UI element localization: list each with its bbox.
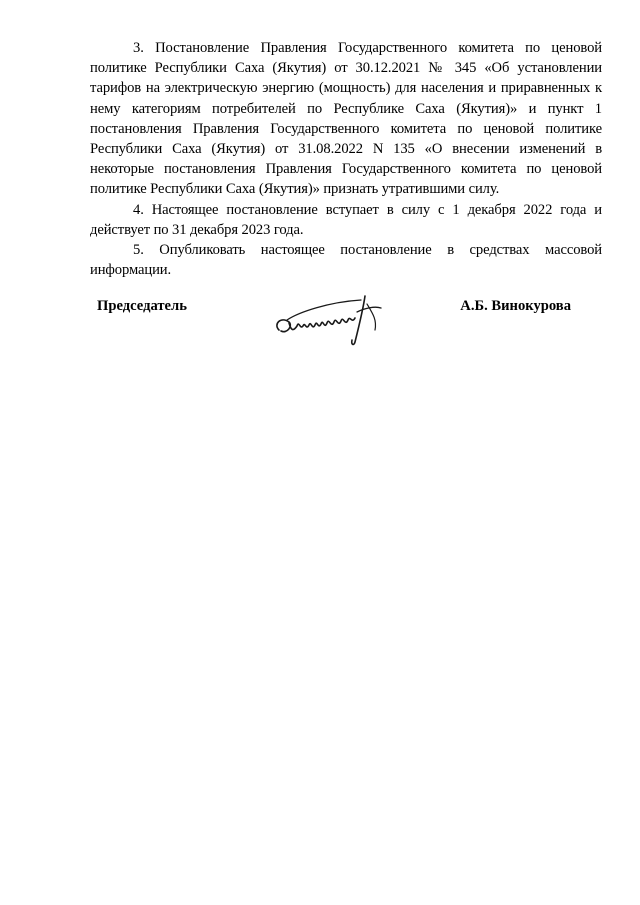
signatory-name: А.Б. Винокурова xyxy=(460,298,571,314)
paragraph-3: 3. Постановление Правления Государственного комитета по ценовой политике Республики Саха (Якутия) от 30.12.2021 № 345 «Об установлении тарифов на электрическую энергию (мощность) для населения и приравненных к нему категориям потребителей по Республике Саха (Якутия)» и пункт 1 постановления Правления Государственного комитета по ценовой политике Республики Саха (Якутия) от 31.08.2022 N 135 «О внесении изменений в некоторые постановления Правления Государственного комитета по ценовой политике Республики Саха (Якутия)» признать утратившими силу. xyxy=(90,40,602,198)
paragraph-5: 5. Опубликовать настоящее постановление в средствах массовой информации. xyxy=(90,242,602,279)
signatory-role: Председатель xyxy=(97,298,187,314)
signature-block xyxy=(97,298,571,358)
document-body xyxy=(90,38,602,280)
handwritten-signature xyxy=(269,290,394,350)
paragraph-4: 4. Настоящее постановление вступает в силу с 1 декабря 2022 года и действует по 31 декабря 2023 года. xyxy=(90,201,602,238)
